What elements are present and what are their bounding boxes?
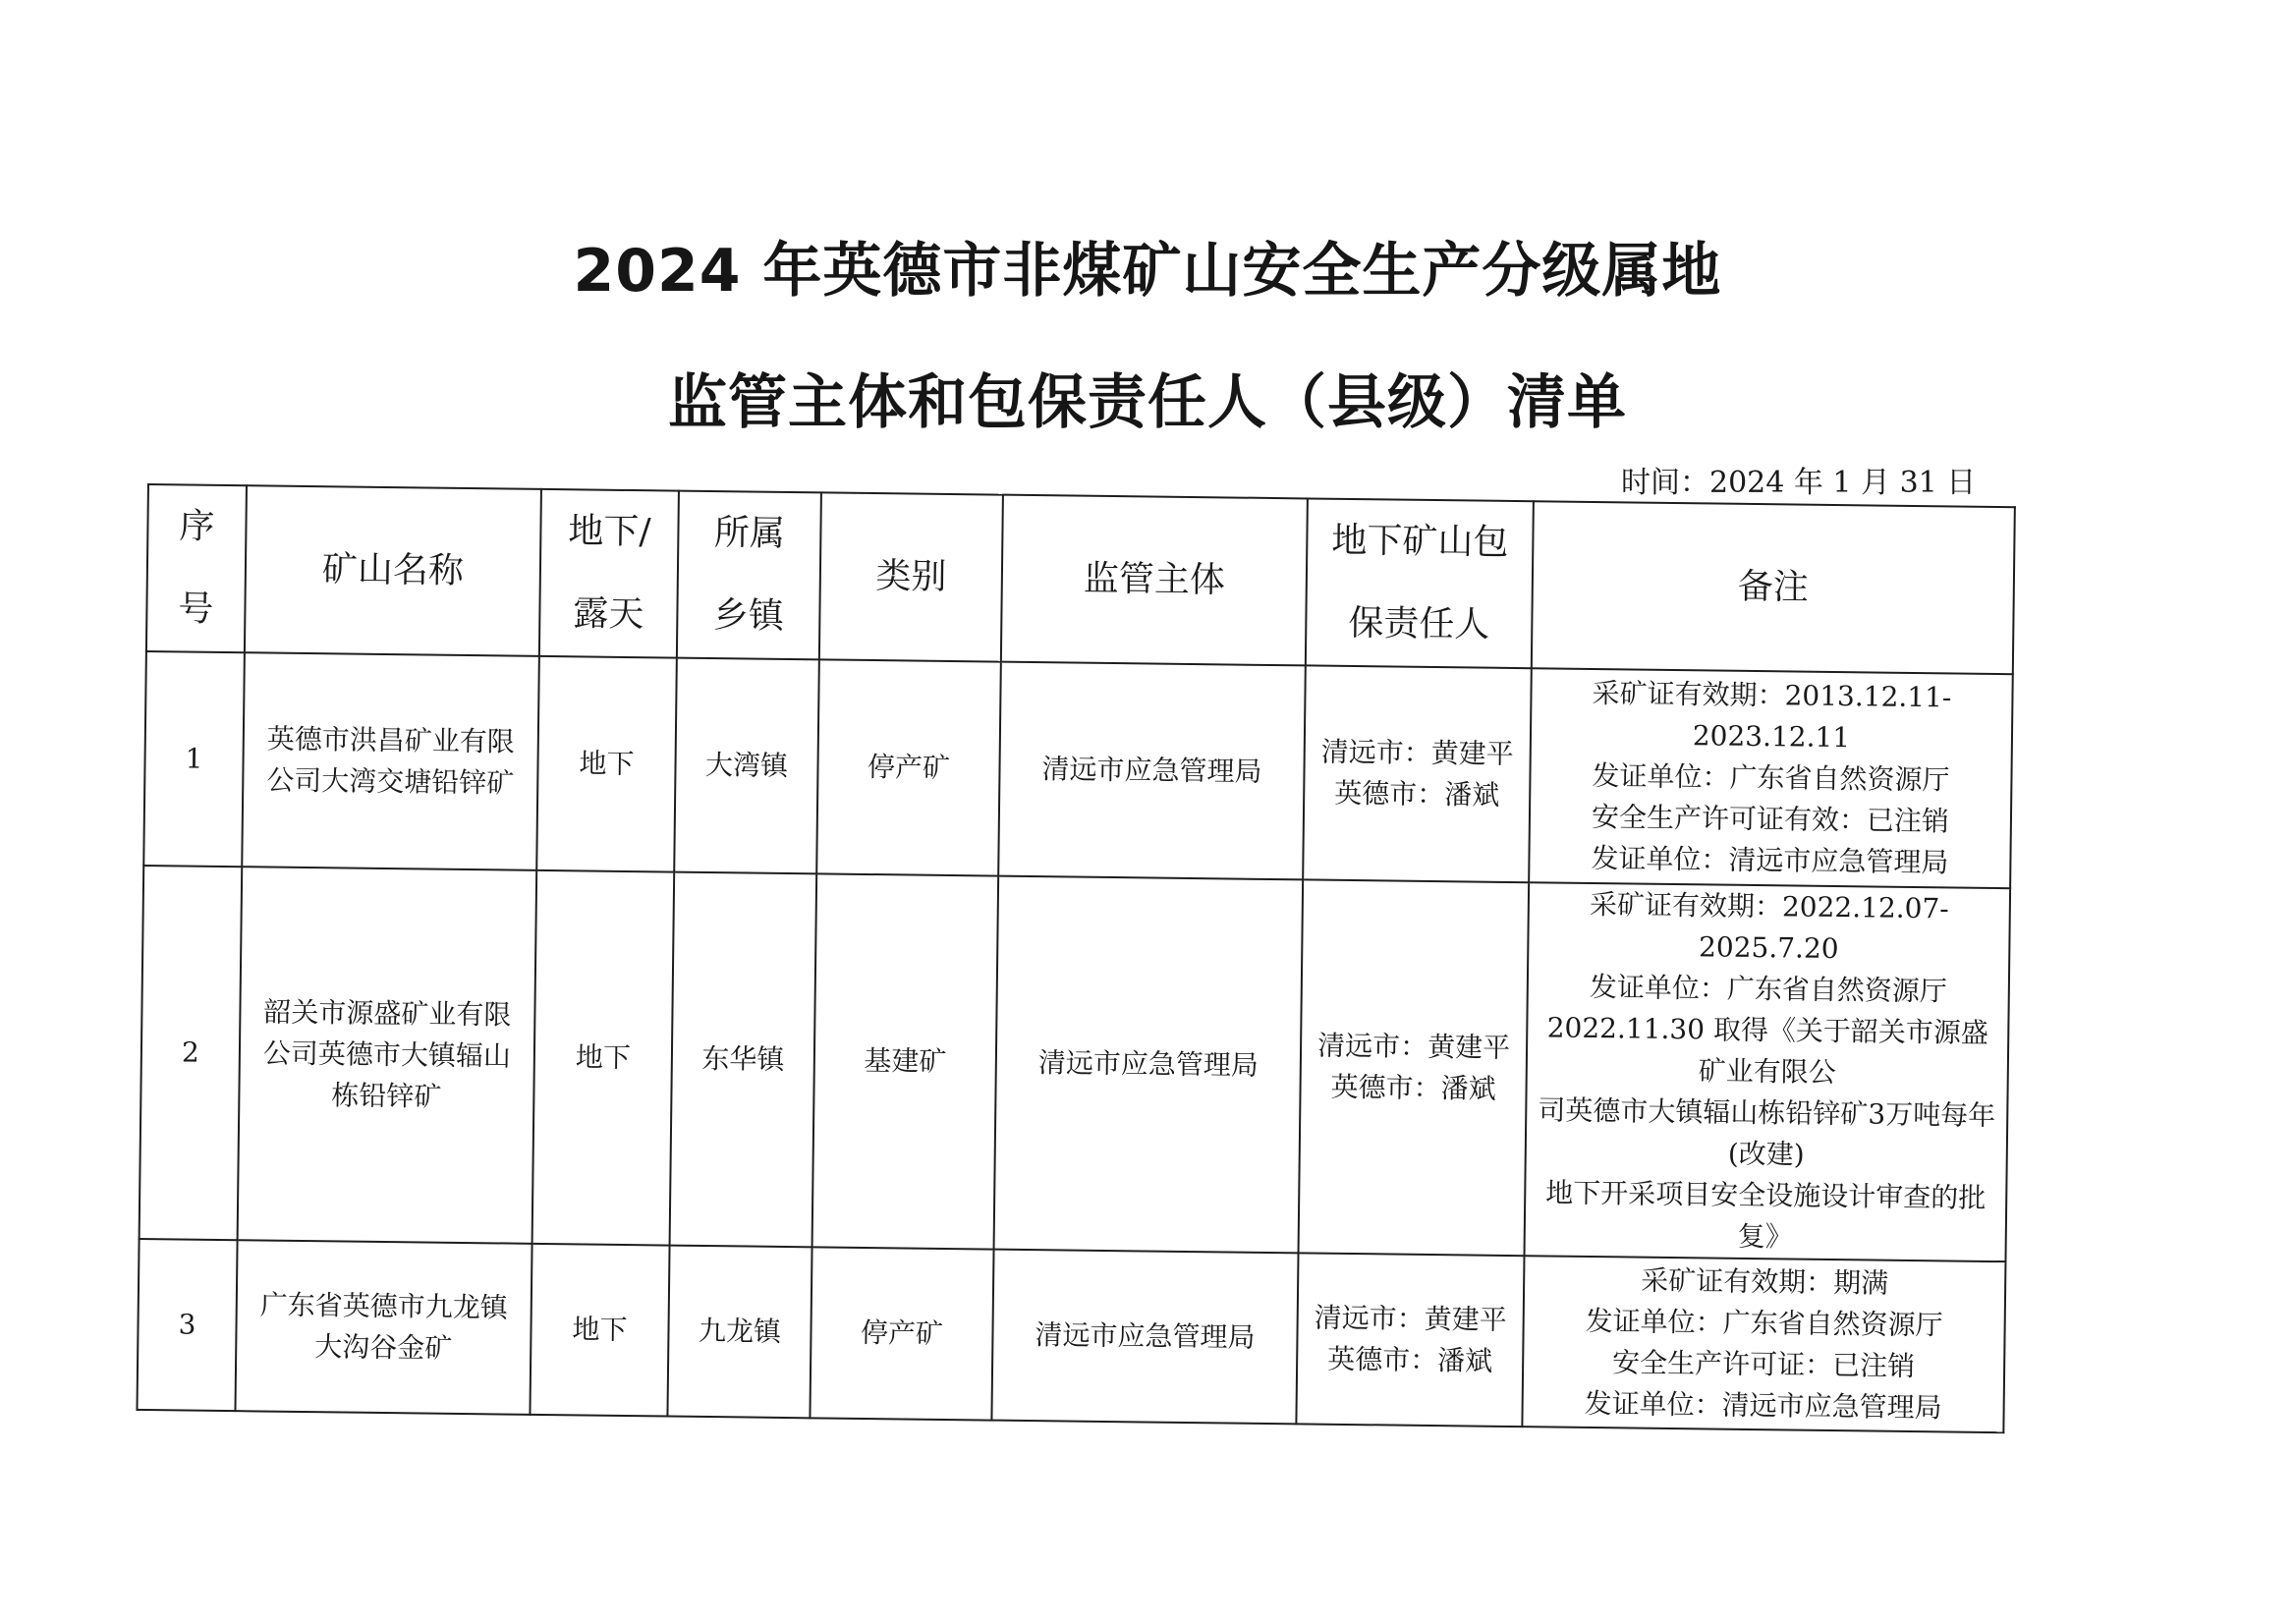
header-name: 矿山名称 — [245, 485, 541, 656]
table-row — [137, 1239, 2005, 1432]
cell-mine-name: 英德市洪昌矿业有限 公司大湾交塘铅锌矿 — [242, 652, 539, 870]
document-date: 时间：2024 年 1 月 31 日 — [1621, 466, 1977, 500]
cell-type: 地下 — [536, 656, 677, 872]
header-category: 类别 — [819, 492, 1003, 661]
cell-responsible: 清远市：黄建平 英德市：潘斌 — [1299, 879, 1530, 1256]
cell-supervisor: 清远市应急管理局 — [994, 876, 1304, 1254]
cell-mine-name: 韶关市源盛矿业有限 公司英德市大镇辐山 栋铅锌矿 — [238, 867, 537, 1244]
header-responsible: 地下矿山包 保责任人 — [1306, 498, 1534, 668]
header-town: 所属 乡镇 — [677, 491, 821, 660]
cell-town: 大湾镇 — [674, 658, 819, 874]
cell-town: 九龙镇 — [667, 1246, 812, 1419]
cell-town: 东华镇 — [670, 872, 817, 1248]
cell-responsible: 清远市：黄建平 英德市：潘斌 — [1296, 1253, 1524, 1427]
cell-type: 地下 — [532, 870, 675, 1246]
table-row — [143, 651, 2013, 888]
document-title-line-2: 监管主体和包保责任人（县级）清单 — [668, 368, 1627, 437]
cell-remarks: 采矿证有效期：2022.12.07-2025.7.20 发证单位：广东省自然资源厅 2022.11.30 取得《关于韶关市源盛矿业有限公 司英德市大镇辐山栋铅锌矿3万吨每年(改建) 地下开采项目安全设施设计审查的批复》 — [1524, 882, 2010, 1261]
header-seq: 序 号 — [146, 484, 247, 652]
cell-supervisor: 清远市应急管理局 — [991, 1250, 1298, 1425]
cell-remarks: 采矿证有效期：2013.12.11-2023.12.11 发证单位：广东省自然资源厅 安全生产许可证有效：已注销 发证单位：清远市应急管理局 — [1529, 668, 2013, 888]
cell-mine-name: 广东省英德市九龙镇 大沟谷金矿 — [235, 1240, 532, 1415]
table-row — [140, 866, 2011, 1261]
cell-category: 停产矿 — [810, 1247, 993, 1420]
cell-category: 基建矿 — [812, 873, 999, 1249]
cell-responsible: 清远市：黄建平 英德市：潘斌 — [1303, 665, 1532, 882]
table-header-row — [146, 484, 2015, 674]
header-supervisor: 监管主体 — [1001, 495, 1308, 666]
cell-supervisor: 清远市应急管理局 — [998, 662, 1306, 880]
cell-remarks: 采矿证有效期：期满 发证单位：广东省自然资源厅 安全生产许可证：已注销 发证单位：清远市应急管理局 — [1522, 1256, 2005, 1432]
document-title-line-1: 2024 年英德市非煤矿山安全生产分级属地 — [573, 237, 1722, 306]
header-remarks: 备注 — [1532, 501, 2015, 674]
cell-seq: 2 — [140, 866, 243, 1240]
cell-type: 地下 — [530, 1244, 669, 1417]
cell-seq: 3 — [137, 1239, 237, 1411]
cell-category: 停产矿 — [816, 659, 1001, 875]
mine-list-table — [136, 483, 2015, 1433]
header-type: 地下/ 露天 — [539, 489, 679, 658]
cell-seq: 1 — [143, 651, 245, 867]
